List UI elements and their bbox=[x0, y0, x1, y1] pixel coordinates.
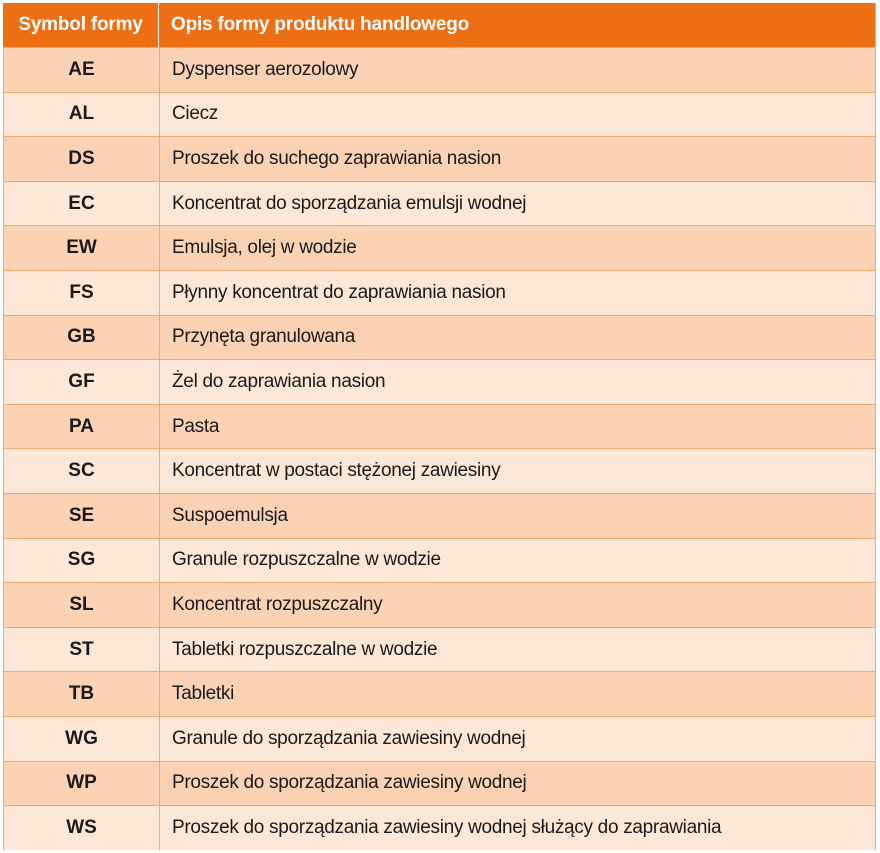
table-row bbox=[3, 627, 875, 672]
cell-symbol: WG bbox=[3, 717, 160, 761]
table-row bbox=[3, 47, 875, 92]
table-row bbox=[3, 538, 875, 583]
table-row bbox=[3, 761, 875, 806]
cell-description: Koncentrat do sporządzania emulsji wodnej bbox=[172, 192, 527, 214]
header-symbol: Symbol formy bbox=[3, 3, 159, 47]
table-row bbox=[3, 315, 875, 360]
cell-symbol: FS bbox=[3, 271, 160, 315]
cell-description: Ciecz bbox=[172, 103, 219, 125]
cell-description: Suspoemulsja bbox=[172, 504, 288, 526]
table-row bbox=[3, 181, 875, 226]
cell-description: Proszek do sporządzania zawiesiny wodnej służący do zaprawiania bbox=[172, 816, 722, 838]
cell-description: Tabletki rozpuszczalne w wodzie bbox=[172, 638, 438, 660]
cell-description: Tabletki bbox=[172, 683, 235, 705]
formulation-table bbox=[3, 3, 876, 850]
cell-symbol: WP bbox=[3, 762, 160, 806]
table-row bbox=[3, 671, 875, 716]
cell-description: Żel do zaprawiania nasion bbox=[172, 370, 386, 392]
table-body bbox=[3, 47, 875, 850]
cell-description: Dyspenser aerozolowy bbox=[172, 58, 359, 80]
table-header bbox=[3, 3, 875, 47]
cell-symbol: WS bbox=[3, 806, 160, 850]
table-row bbox=[3, 448, 875, 493]
cell-symbol: DS bbox=[3, 137, 160, 181]
cell-description: Emulsja, olej w wodzie bbox=[172, 237, 357, 259]
cell-symbol: GF bbox=[3, 360, 160, 404]
cell-symbol: SG bbox=[3, 539, 160, 583]
cell-symbol: TB bbox=[3, 672, 160, 716]
cell-symbol: SC bbox=[3, 449, 160, 493]
table-row bbox=[3, 225, 875, 270]
cell-symbol: PA bbox=[3, 405, 160, 449]
cell-symbol: AE bbox=[3, 48, 160, 92]
cell-symbol: ST bbox=[3, 628, 160, 672]
table-row bbox=[3, 493, 875, 538]
cell-description: Koncentrat rozpuszczalny bbox=[172, 593, 383, 615]
table-row bbox=[3, 359, 875, 404]
table-row bbox=[3, 404, 875, 449]
cell-description: Granule rozpuszczalne w wodzie bbox=[172, 549, 441, 571]
table-row bbox=[3, 92, 875, 137]
cell-description: Pasta bbox=[172, 415, 220, 437]
table-row bbox=[3, 716, 875, 761]
cell-symbol: EW bbox=[3, 226, 160, 270]
cell-description: Proszek do sporządzania zawiesiny wodnej bbox=[172, 772, 527, 794]
header-description: Opis formy produktu handlowego bbox=[171, 14, 470, 35]
table-row bbox=[3, 582, 875, 627]
cell-symbol: SL bbox=[3, 583, 160, 627]
table-row bbox=[3, 270, 875, 315]
cell-description: Proszek do suchego zaprawiania nasion bbox=[172, 147, 501, 169]
cell-symbol: AL bbox=[3, 93, 160, 137]
cell-description: Przynęta granulowana bbox=[172, 326, 356, 348]
cell-description: Granule do sporządzania zawiesiny wodnej bbox=[172, 727, 526, 749]
cell-symbol: EC bbox=[3, 182, 160, 226]
table-row bbox=[3, 805, 875, 850]
table-row bbox=[3, 136, 875, 181]
cell-symbol: GB bbox=[3, 316, 160, 360]
cell-description: Koncentrat w postaci stężonej zawiesiny bbox=[172, 460, 501, 482]
cell-description: Płynny koncentrat do zaprawiania nasion bbox=[172, 281, 506, 303]
cell-symbol: SE bbox=[3, 494, 160, 538]
